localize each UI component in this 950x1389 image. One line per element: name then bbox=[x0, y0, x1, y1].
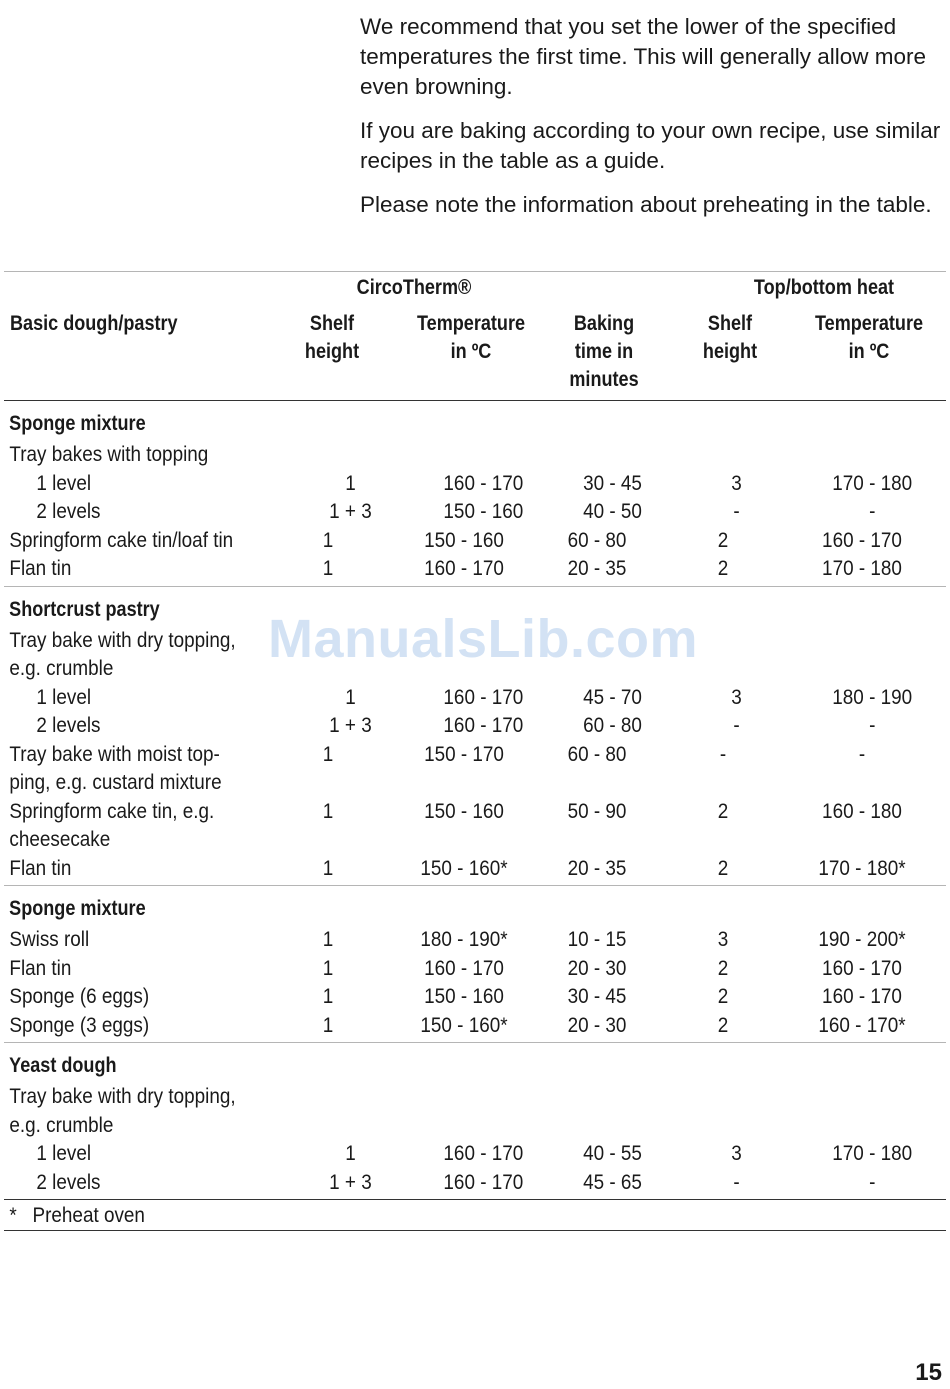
cell-temperature-top-bottom bbox=[794, 441, 931, 470]
cell-temperature-circotherm: 180 - 190* bbox=[420, 928, 508, 951]
cell-temperature-top-bottom: - bbox=[858, 742, 866, 766]
cell-shelf-height-top-bottom: 3 bbox=[730, 1142, 742, 1165]
cell-shelf-height-top-bottom: 3 bbox=[730, 471, 742, 495]
table-section bbox=[4, 892, 946, 1043]
section-title: Sponge mixture bbox=[9, 412, 146, 435]
cell-baking-time: 30 - 45 bbox=[583, 471, 643, 495]
row-label: Flan tin bbox=[9, 557, 72, 580]
column-header-temp-1: Temperature in ºC bbox=[416, 312, 526, 363]
row-label: Tray bake with moist top-ping, e.g. custard mixture bbox=[9, 742, 222, 794]
table-row bbox=[4, 855, 946, 884]
row-label: 1 level bbox=[36, 685, 92, 709]
cell-shelf-height-top-bottom: - bbox=[719, 742, 727, 766]
table-row bbox=[4, 926, 946, 955]
row-label: Flan tin bbox=[9, 956, 72, 980]
row-label: 2 levels bbox=[36, 714, 101, 737]
cell-baking-time: 45 - 65 bbox=[583, 1170, 643, 1194]
cell-baking-time: 20 - 30 bbox=[567, 1013, 627, 1037]
section-title: Sponge mixture bbox=[9, 897, 146, 920]
cell-temperature-circotherm: 150 - 160 bbox=[424, 799, 504, 823]
cell-shelf-height-top-bottom: 2 bbox=[717, 985, 729, 1008]
table-row bbox=[4, 712, 946, 741]
cell-baking-time: 45 - 70 bbox=[583, 685, 643, 709]
cell-temperature-top-bottom: 160 - 170 bbox=[822, 528, 902, 552]
table-row bbox=[4, 1012, 946, 1041]
cell-shelf-height-circotherm: 1 bbox=[322, 985, 334, 1008]
row-label: 1 level bbox=[36, 471, 92, 495]
cell-shelf-height-top-bottom: 2 bbox=[717, 799, 729, 823]
cell-shelf-height-circotherm: 1 bbox=[322, 1013, 334, 1037]
cell-temperature-circotherm: 150 - 160 bbox=[424, 985, 504, 1008]
table-section bbox=[4, 1049, 946, 1200]
column-header-time: Baking time in minutes bbox=[569, 312, 639, 391]
cell-temperature-circotherm: 150 - 170 bbox=[424, 742, 504, 766]
cell-shelf-height-top-bottom bbox=[666, 1083, 779, 1140]
group-header-top-bottom: Top/bottom heat bbox=[753, 276, 895, 299]
cell-shelf-height-top-bottom: 3 bbox=[717, 928, 729, 951]
baking-table bbox=[4, 271, 946, 1231]
cell-shelf-height-circotherm: 1 bbox=[322, 928, 334, 951]
table-row bbox=[4, 1169, 946, 1198]
row-label: Springform cake tin/loaf tin bbox=[9, 528, 234, 552]
cell-temperature-top-bottom: 170 - 180 bbox=[822, 557, 902, 580]
cell-shelf-height-circotherm: 1 + 3 bbox=[329, 1170, 372, 1194]
cell-temperature-circotherm: 150 - 160* bbox=[420, 856, 508, 880]
cell-temperature-top-bottom bbox=[794, 1083, 931, 1140]
column-header-basic: Basic dough/pastry bbox=[10, 312, 178, 335]
row-label: 2 levels bbox=[36, 1170, 101, 1194]
cell-temperature-circotherm: 150 - 160 bbox=[443, 500, 524, 523]
cell-shelf-height-circotherm: 1 bbox=[322, 799, 334, 823]
cell-temperature-top-bottom: 170 - 180* bbox=[818, 856, 906, 880]
cell-shelf-height-top-bottom: - bbox=[732, 1170, 740, 1194]
cell-baking-time: 60 - 80 bbox=[567, 742, 627, 766]
table-row bbox=[4, 955, 946, 984]
intro-paragraph-2: If you are baking according to your own recipe, use similar recipes in the table as a guide. bbox=[360, 118, 941, 173]
cell-baking-time: 20 - 30 bbox=[567, 956, 627, 980]
cell-shelf-height-circotherm bbox=[269, 441, 388, 470]
cell-baking-time: 20 - 35 bbox=[567, 856, 627, 880]
footnote: * Preheat oven bbox=[9, 1204, 145, 1227]
cell-baking-time: 60 - 80 bbox=[583, 714, 643, 737]
cell-temperature-top-bottom: - bbox=[868, 714, 875, 737]
cell-baking-time: 40 - 50 bbox=[583, 500, 643, 523]
intro-text bbox=[360, 12, 948, 234]
row-label: Tray bake with dry topping, e.g. crumble bbox=[9, 628, 236, 680]
cell-shelf-height-top-bottom: 2 bbox=[717, 856, 729, 880]
cell-shelf-height-top-bottom: 2 bbox=[717, 528, 729, 552]
table-header bbox=[4, 272, 946, 401]
cell-temperature-circotherm: 160 - 170 bbox=[443, 685, 524, 709]
cell-temperature-circotherm: 160 - 170 bbox=[424, 557, 504, 580]
table-section bbox=[4, 407, 946, 587]
cell-temperature-circotherm: 160 - 170 bbox=[443, 1170, 524, 1194]
cell-shelf-height-top-bottom: 2 bbox=[717, 956, 729, 980]
row-label: Swiss roll bbox=[9, 928, 90, 951]
cell-baking-time: 40 - 55 bbox=[583, 1142, 643, 1165]
cell-baking-time: 30 - 45 bbox=[567, 985, 627, 1008]
cell-shelf-height-top-bottom: 3 bbox=[730, 685, 742, 709]
cell-temperature-circotherm: 150 - 160* bbox=[420, 1013, 508, 1037]
row-label: Flan tin bbox=[9, 856, 72, 880]
cell-shelf-height-circotherm: 1 bbox=[322, 528, 334, 552]
cell-temperature-circotherm: 150 - 160 bbox=[424, 528, 504, 552]
cell-temperature-circotherm bbox=[401, 441, 527, 470]
column-header-temp-2: Temperature in ºC bbox=[814, 312, 924, 363]
cell-shelf-height-circotherm: 1 bbox=[322, 742, 334, 766]
cell-shelf-height-circotherm: 1 bbox=[322, 557, 334, 580]
cell-shelf-height-top-bottom: - bbox=[732, 500, 740, 523]
row-label: 1 level bbox=[36, 1142, 92, 1165]
row-label: 2 levels bbox=[36, 500, 101, 523]
cell-temperature-circotherm bbox=[401, 1083, 527, 1140]
cell-temperature-top-bottom: 160 - 170 bbox=[822, 956, 902, 980]
row-label: Tray bakes with topping bbox=[9, 443, 209, 466]
cell-temperature-top-bottom: - bbox=[868, 1170, 875, 1194]
cell-baking-time: 50 - 90 bbox=[567, 799, 627, 823]
table-row bbox=[4, 555, 946, 584]
section-title: Shortcrust pastry bbox=[9, 597, 160, 621]
cell-temperature-circotherm: 160 - 170 bbox=[424, 956, 504, 980]
cell-shelf-height-circotherm: 1 bbox=[322, 956, 334, 980]
table-row bbox=[4, 983, 946, 1012]
cell-baking-time: 60 - 80 bbox=[567, 528, 627, 552]
table-row bbox=[4, 441, 946, 470]
cell-shelf-height-circotherm: 1 bbox=[345, 685, 356, 709]
row-label: Tray bake with dry topping, e.g. crumble bbox=[9, 1085, 236, 1137]
table-row bbox=[4, 684, 946, 713]
group-header-circotherm: CircoTherm® bbox=[356, 276, 472, 299]
cell-temperature-circotherm: 160 - 170 bbox=[443, 714, 524, 737]
page-number: 15 bbox=[915, 1359, 942, 1386]
row-label: Sponge (3 eggs) bbox=[9, 1013, 150, 1037]
section-title: Yeast dough bbox=[9, 1054, 117, 1077]
table-row bbox=[4, 798, 946, 855]
column-header-shelf-2: Shelf height bbox=[702, 312, 758, 363]
watermark-logo: ManualsLib.com bbox=[268, 609, 699, 669]
cell-baking-time bbox=[540, 1083, 653, 1140]
cell-shelf-height-circotherm: 1 + 3 bbox=[329, 714, 372, 737]
cell-shelf-height-circotherm: 1 + 3 bbox=[329, 500, 372, 523]
cell-temperature-top-bottom bbox=[794, 627, 931, 684]
column-header-shelf-1: Shelf height bbox=[304, 312, 360, 363]
table-row bbox=[4, 1140, 946, 1169]
cell-temperature-top-bottom: 190 - 200* bbox=[818, 928, 906, 951]
cell-shelf-height-top-bottom: 2 bbox=[717, 557, 729, 580]
table-body bbox=[4, 407, 946, 1200]
intro-paragraph-3: Please note the information about preheating in the table. bbox=[360, 192, 932, 217]
cell-temperature-top-bottom: - bbox=[868, 500, 875, 523]
table-row bbox=[4, 470, 946, 499]
table-row bbox=[4, 1083, 946, 1140]
cell-shelf-height-top-bottom: - bbox=[732, 714, 740, 737]
cell-temperature-top-bottom: 180 - 190 bbox=[831, 685, 912, 709]
intro-paragraph-1: We recommend that you set the lower of the specified temperatures the first time. This will generally allow more even browning. bbox=[360, 14, 927, 99]
cell-shelf-height-circotherm bbox=[269, 1083, 388, 1140]
table-row bbox=[4, 527, 946, 556]
cell-temperature-circotherm: 160 - 170 bbox=[443, 1142, 524, 1165]
cell-baking-time: 10 - 15 bbox=[567, 928, 627, 951]
table-row bbox=[4, 498, 946, 527]
cell-temperature-top-bottom: 170 - 180 bbox=[831, 1142, 912, 1165]
cell-temperature-top-bottom: 170 - 180 bbox=[831, 471, 912, 495]
cell-baking-time bbox=[540, 441, 653, 470]
cell-temperature-circotherm: 160 - 170 bbox=[443, 471, 524, 495]
cell-shelf-height-top-bottom bbox=[666, 441, 779, 470]
cell-baking-time: 20 - 35 bbox=[567, 557, 627, 580]
cell-shelf-height-circotherm: 1 bbox=[345, 1142, 356, 1165]
cell-temperature-top-bottom: 160 - 170* bbox=[818, 1013, 906, 1037]
cell-temperature-top-bottom: 160 - 180 bbox=[822, 799, 902, 823]
cell-shelf-height-top-bottom: 2 bbox=[717, 1013, 729, 1037]
table-row bbox=[4, 741, 946, 798]
row-label: Sponge (6 eggs) bbox=[9, 985, 150, 1008]
cell-shelf-height-circotherm: 1 bbox=[345, 471, 356, 495]
cell-shelf-height-circotherm: 1 bbox=[322, 856, 334, 880]
cell-temperature-top-bottom: 160 - 170 bbox=[822, 985, 902, 1008]
row-label: Springform cake tin, e.g. cheesecake bbox=[9, 799, 215, 851]
